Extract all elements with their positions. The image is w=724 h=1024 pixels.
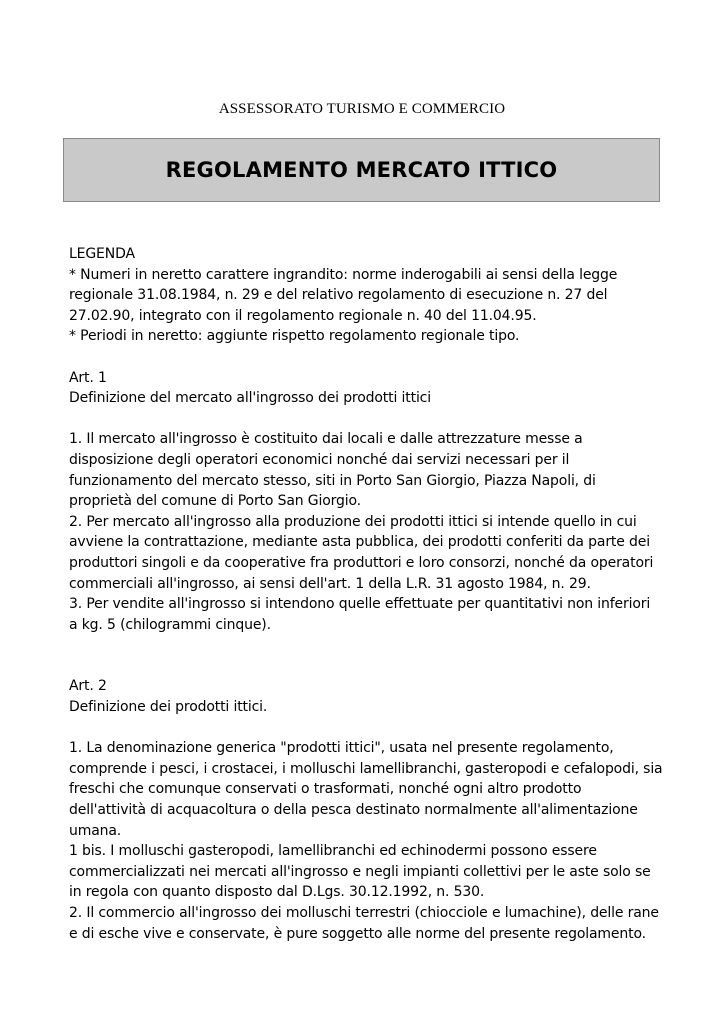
article-line: commercializzati nei mercati all'ingrosso e negli impianti collettivi per le aste solo se	[69, 863, 651, 880]
paragraph-gap	[69, 347, 659, 368]
article-heading: Definizione del mercato all'ingrosso dei prodotti ittici	[69, 390, 431, 407]
article-line: 2. Per mercato all'ingrosso alla produzione dei prodotti ittici si intende quello in cui	[69, 513, 637, 530]
article-line: 1. La denominazione generica "prodotti ittici", usata nel presente regolamento,	[69, 740, 614, 757]
article-line: comprende i pesci, i crostacei, i molluschi lamellibranchi, gasteropodi e cefalopodi, sia	[69, 760, 663, 777]
article-line: avviene la contrattazione, mediante asta pubblica, dei prodotti conferiti da parte dei	[69, 534, 650, 551]
article-line: umana.	[69, 822, 122, 839]
article-line: a kg. 5 (chilogrammi cinque).	[69, 616, 271, 633]
article-line: disposizione degli operatori economici nonché dai servizi necessari per il	[69, 451, 570, 468]
document-body	[69, 244, 663, 944]
article-heading: Definizione dei prodotti ittici.	[69, 699, 268, 716]
article-line: e di esche vive e conservate, è pure soggetto alle norme del presente regolamento.	[69, 925, 646, 942]
article-line: 1 bis. I molluschi gasteropodi, lamellibranchi ed echinodermi possono essere	[69, 843, 597, 860]
article-line: freschi che comunque conservati o trasformati, nonché ogni altro prodotto	[69, 781, 582, 798]
title-banner	[63, 138, 660, 202]
paragraph-gap	[69, 409, 659, 430]
paragraph-gap	[69, 635, 659, 676]
legend-line: 27.02.90, integrato con il regolamento regionale n. 40 del 11.04.95.	[69, 307, 537, 324]
article-line: 2. Il commercio all'ingrosso dei molluschi terrestri (chiocciole e lumachine), delle rane	[69, 905, 659, 921]
article-line: 3. Per vendite all'ingrosso si intendono quelle effettuate per quantitativi non inferiori	[69, 596, 651, 613]
office-header: ASSESSORATO TURISMO E COMMERCIO	[218, 101, 506, 117]
article-number: Art. 2	[69, 678, 107, 695]
article-line: 1. Il mercato all'ingrosso è costituito dai locali e dalle attrezzature messe a	[69, 431, 583, 448]
article-line: proprietà del comune di Porto San Giorgio.	[69, 493, 361, 510]
document-title: REGOLAMENTO MERCATO ITTICO	[165, 158, 558, 182]
article-line: commerciali all'ingrosso, ai sensi dell'art. 1 della L.R. 31 agosto 1984, n. 29.	[69, 575, 591, 592]
legend-heading: LEGENDA	[69, 246, 135, 262]
article-line: produttori singoli e da cooperative fra produttori e loro consorzi, nonché da operatori	[69, 554, 654, 571]
legend-line: * Periodi in neretto: aggiunte rispetto regolamento regionale tipo.	[69, 328, 520, 345]
article-line: dell'attività di acquacoltura o della pesca destinato normalmente all'alimentazione	[69, 802, 638, 819]
paragraph-gap	[69, 718, 659, 739]
legend-line: * Numeri in neretto carattere ingrandito: norme inderogabili ai sensi della legge	[69, 266, 618, 283]
article-number: Art. 1	[69, 369, 107, 386]
legend-line: regionale 31.08.1984, n. 29 e del relativo regolamento di esecuzione n. 27 del	[69, 287, 608, 304]
article-line: funzionamento del mercato stesso, siti in Porto San Giorgio, Piazza Napoli, di	[69, 472, 596, 489]
article-line: in regola con quanto disposto dal D.Lgs. 30.12.1992, n. 530.	[69, 884, 485, 901]
